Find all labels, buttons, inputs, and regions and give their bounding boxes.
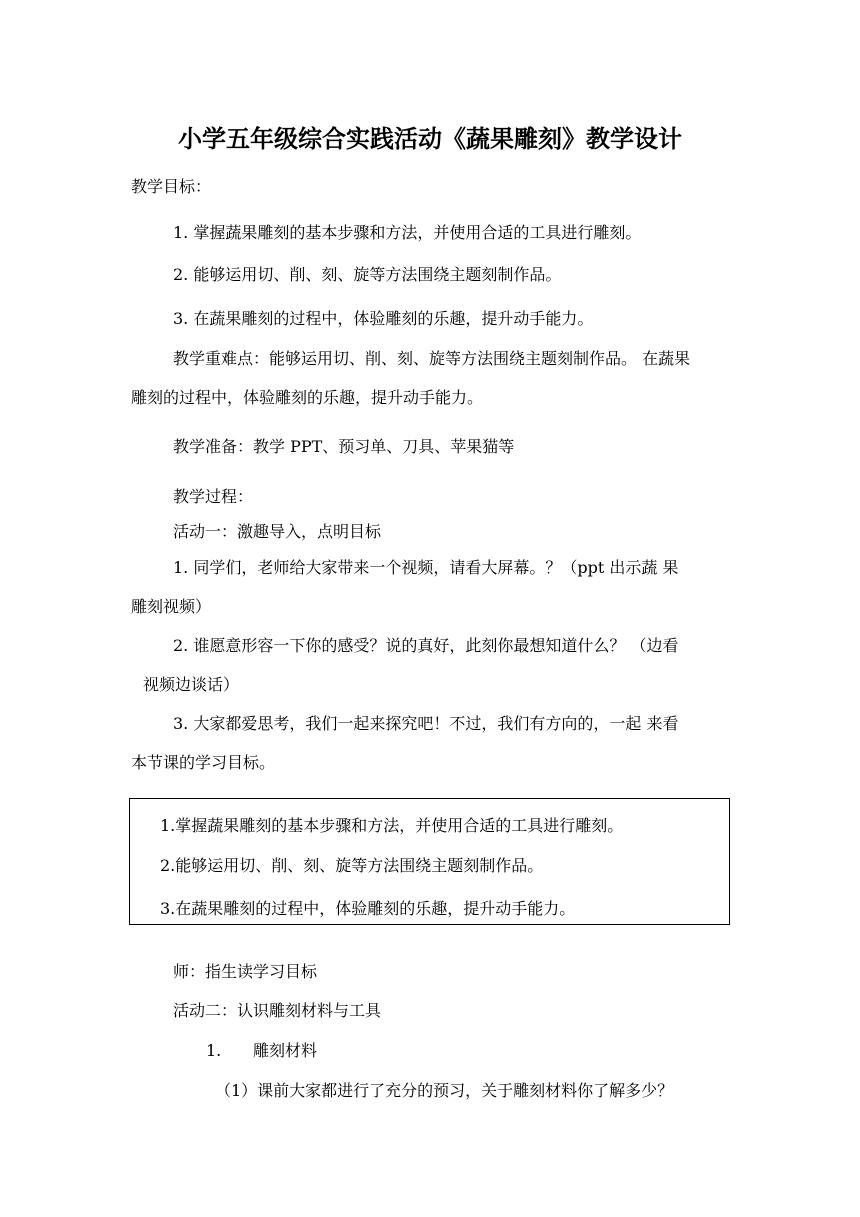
step-text: 视频边谈话） [143,675,240,694]
list-number: 1. [206,1041,222,1060]
step-text: 2. 谁愿意形容一下你的感受？说的真好，此刻你最想知道什么？ （边看 [173,636,679,655]
step-text: 3. 大家都爱思考，我们一起来探究吧！不过，我们有方向的，一起 来看 [173,714,679,733]
learning-goals-box [129,798,730,925]
teacher-note: 师：指生读学习目标 [173,962,318,981]
key-points-line: 教学重难点：能够运用切、削、刻、旋等方法围绕主题刻制作品。 在蔬果 [173,349,691,368]
activity-heading: 活动二：认识雕刻材料与工具 [173,1001,382,1020]
process-label: 教学过程： [173,487,254,506]
objective-item: 3. 在蔬果雕刻的过程中，体验雕刻的乐趣，提升动手能力。 [173,309,594,328]
step-text: 本节课的学习目标。 [131,753,276,772]
preparation-text: 教学准备：教学 PPT、预习单、刀具、苹果猫等 [173,437,515,456]
objective-item: 2. 能够运用切、削、刻、旋等方法围绕主题刻制作品。 [173,265,562,284]
step-text: 雕刻视频） [131,597,212,616]
objectives-label: 教学目标： [131,177,212,196]
step-text: 1. 同学们，老师给大家带来一个视频，请看大屏幕。？（ppt 出示蔬 果 [173,558,679,577]
page-title: 小学五年级综合实践活动《蔬果雕刻》教学设计 [178,125,682,153]
question-text: （1）课前大家都进行了充分的预习，关于雕刻材料你了解多少？ [215,1081,674,1100]
key-points-line: 雕刻的过程中，体验雕刻的乐趣，提升动手能力。 [131,388,484,407]
objective-item: 1. 掌握蔬果雕刻的基本步骤和方法，并使用合适的工具进行雕刻。 [173,223,642,242]
goal-item: 3.在蔬果雕刻的过程中，体验雕刻的乐趣，提升动手能力。 [160,899,576,918]
goal-item: 2.能够运用切、削、刻、旋等方法围绕主题刻制作品。 [160,856,544,875]
goal-item: 1.掌握蔬果雕刻的基本步骤和方法，并使用合适的工具进行雕刻。 [160,816,624,835]
list-item-label: 雕刻材料 [253,1041,318,1060]
activity-heading: 活动一：激趣导入，点明目标 [173,522,382,541]
